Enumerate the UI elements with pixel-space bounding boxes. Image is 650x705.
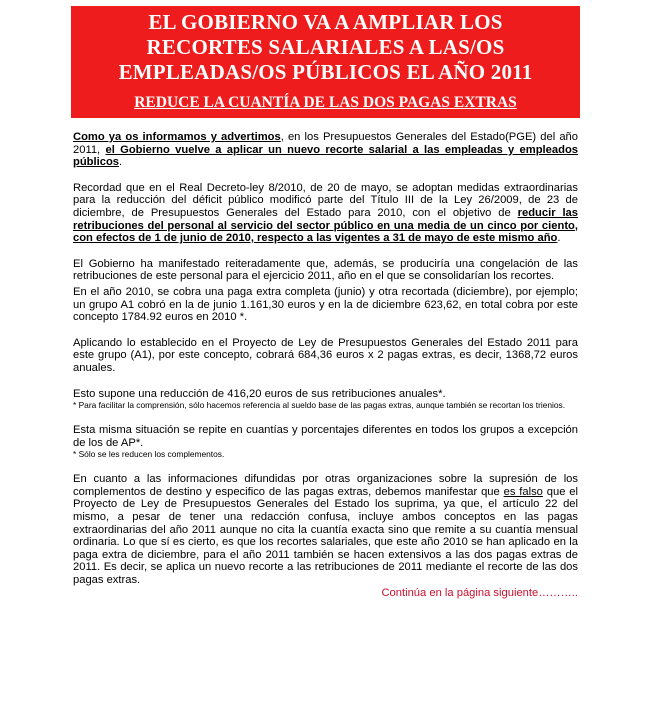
continue-next-page: Continúa en la página siguiente………..: [381, 586, 578, 599]
complements-text-2: que el Proyecto de Ley de Presupuestos Generales del Estado los suprima, ya que, el artículo 22 del mismo, a pesar de tener una redacción confusa, incluye ambos conceptos en las pagas extraordinarias del año 2011 aunque no cita la cuantía exacta sino que remite a su cuantía mensual ordinaria. Lo que sí es cierto, es que los recortes salariales, que este año 2010 se han aplicado en la paga extra de diciembre, para el año 2011 también se hacen extensivos a las dos pagas extras de 2011. Es decir, se aplica un nuevo recorte a las retribuciones de 2011 mediante el recorte de las dos pagas extras.: [73, 485, 578, 587]
paragraph-intro: [73, 131, 578, 169]
intro-highlight: el Gobierno vuelve a aplicar un nuevo recorte salarial a las empleadas y empleados públicos: [73, 143, 579, 169]
intro-text: , en los Presupuestos Generales del Estado(PGE) del año 2011,: [73, 131, 578, 156]
intro-lead: Como ya os informamos y advertimos: [73, 131, 281, 143]
paragraph-groups: Esta misma situación se repite en cuantías y porcentajes diferentes en todos los grupos a excepción de los de AP*.: [73, 424, 578, 449]
footnote-ap: * Sólo se les reducen los complementos.: [73, 449, 225, 460]
headline-line: RECORTES SALARIALES A LAS/OS: [146, 35, 505, 59]
headline-subtitle: REDUCE LA CUANTÍA DE LAS DOS PAGAS EXTRAS: [134, 94, 517, 111]
paragraph-2011-budget: Aplicando lo establecido en el Proyecto de Ley de Presupuestos Generales del Estado 2011 para este grupo (A1), por este concepto, cobrará 684,36 euros x 2 pagas extras, es decir, 1368,72 euros anuales.: [73, 336, 578, 374]
complements-text: En cuanto a las informaciones difundidas por otras organizaciones sobre la supresión de los complementos de destino y especifico de las pagas extras, debemos manifestar que: [73, 473, 578, 498]
paragraph-decree: [73, 182, 578, 245]
headline-line: EMPLEADAS/OS PÚBLICOS EL AÑO 2011: [118, 60, 533, 84]
paragraph-complements: [73, 473, 578, 586]
decree-end: .: [557, 232, 561, 245]
article-body: [73, 131, 578, 599]
intro-end: .: [119, 156, 123, 169]
paragraph-example-2010: En el año 2010, se cobra una paga extra completa (junio) y otra recortada (diciembre), por ejemplo; un grupo A1 cobró en la de junio 1.161,30 euros y en la de diciembre 623,62, en total cobra por este concepto 1784.92 euros en 2010 *.: [73, 285, 578, 324]
headline-banner: [71, 6, 580, 118]
decree-text: Recordad que en el Real Decreto-ley 8/2010, de 20 de mayo, se adoptan medidas extraordinarias para la reducción del déficit público modificó parte del Título III de la Ley 26/2009, de 23 de diciembre, de Presupuestos Generales del Estado para 2010, con el objetivo de: [73, 181, 578, 219]
paragraph-reduction: Esto supone una reducción de 416,20 euros de sus retribuciones anuales*.: [73, 387, 446, 400]
paragraph-freeze: El Gobierno ha manifestado reiteradamente que, además, se produciría una congelación de las retribuciones de este personal para el ejercicio 2011, año en el que se consolidarían los recortes.: [73, 257, 578, 283]
headline-line: EL GOBIERNO VA A AMPLIAR LOS: [148, 10, 503, 34]
footnote-trienios: * Para facilitar la comprensión, sólo hacemos referencia al sueldo base de las pagas extras, aunque también se recortan los trienios.: [73, 400, 566, 411]
headline-title: [71, 10, 580, 85]
complements-false: es falso: [503, 485, 543, 498]
decree-highlight: reducir las retribuciones del personal al servicio del sector público en una media de un cinco por ciento, con efectos de 1 de junio de 2010, respecto a las vigentes a 31 de mayo de este mismo año: [73, 206, 578, 245]
